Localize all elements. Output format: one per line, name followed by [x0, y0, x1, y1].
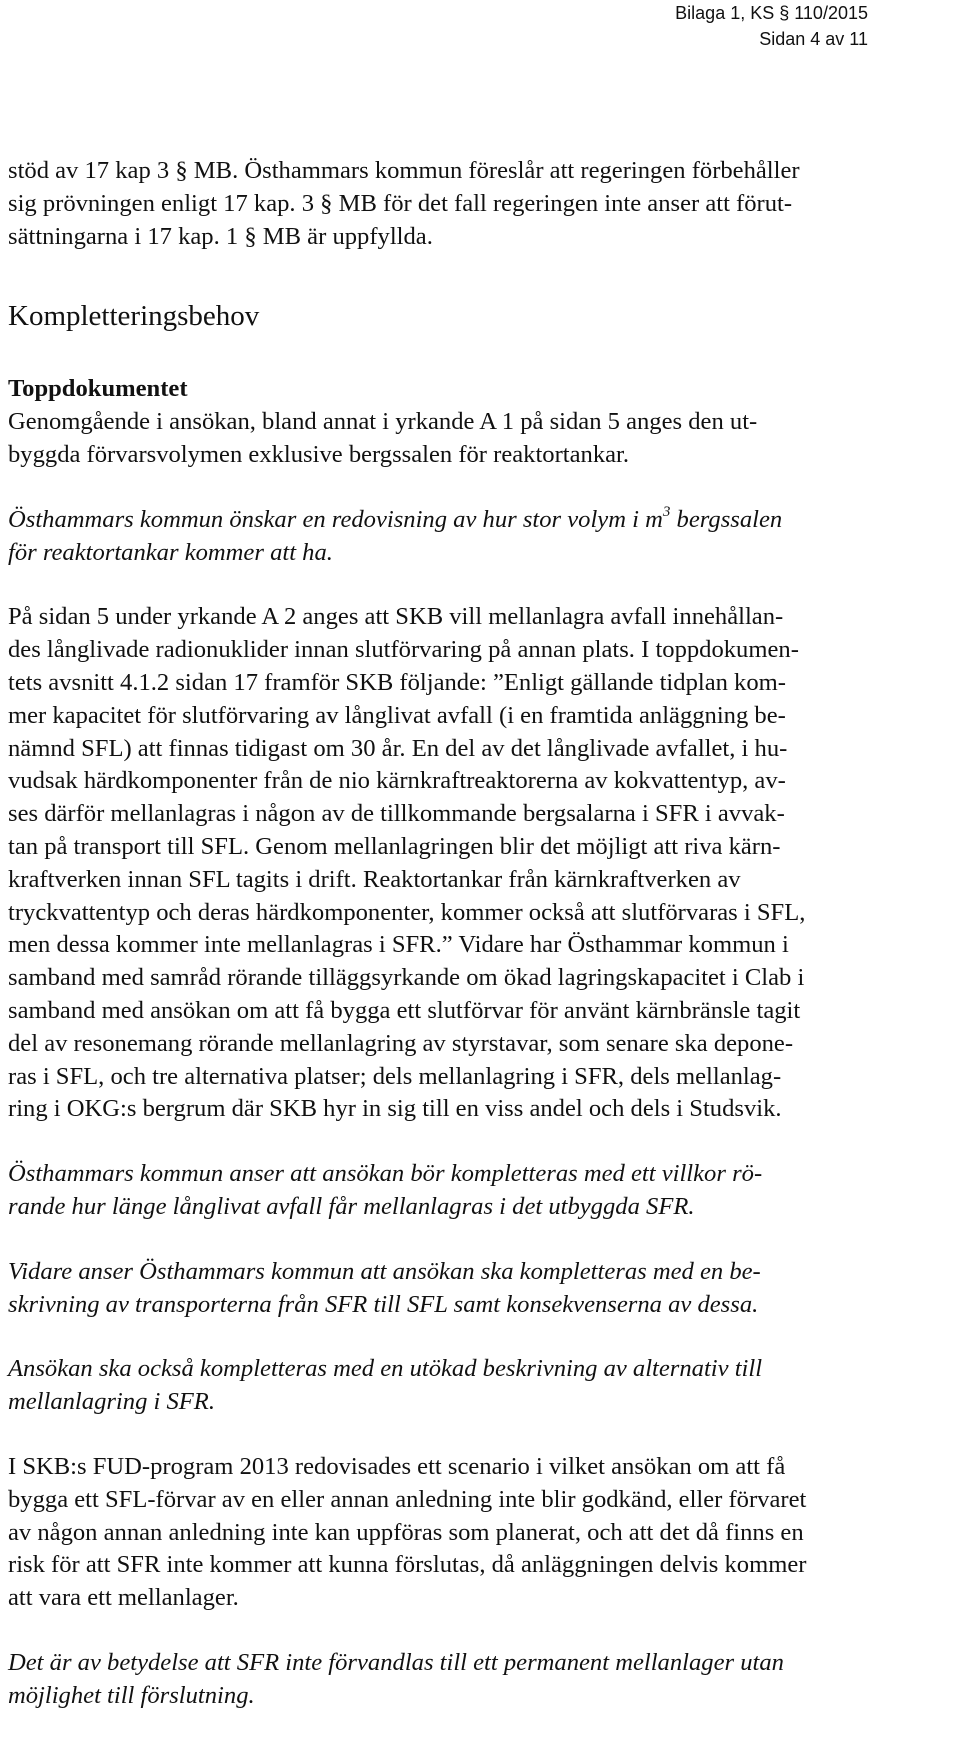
paragraph-line: men dessa kommer inte mellanlagras i SFR.” Vidare har Östhammar kommun i — [8, 931, 789, 959]
request-line: för reaktortankar kommer att ha. — [8, 538, 333, 566]
request-line: möjlighet till förslutning. — [8, 1681, 255, 1709]
request-line: Östhammars kommun önskar en redovisning av hur stor volym i m — [8, 505, 663, 533]
superscript-exponent: 3 — [662, 503, 671, 520]
intro-line: stöd av 17 kap 3 § MB. Östhammars kommun föreslår att regeringen förbehåller — [8, 157, 800, 184]
paragraph-line: tets avsnitt 4.1.2 sidan 17 framför SKB följande: ”Enligt gällande tidplan kom- — [8, 668, 786, 696]
page-header — [675, 0, 868, 52]
request-line: mellanlagring i SFR. — [8, 1388, 215, 1416]
paragraph-line: På sidan 5 under yrkande A 2 anges att SKB vill mellanlagra avfall innehållan- — [8, 603, 784, 631]
paragraph-line: att vara ett mellanlager. — [8, 1584, 239, 1612]
paragraph-line: des långlivade radionuklider innan slutförvaring på annan plats. I toppdokumen- — [8, 636, 799, 664]
paragraph-line: samband med samråd rörande tilläggsyrkande om ökad lagringskapacitet i Clab i — [8, 964, 805, 992]
intro-paragraph — [8, 155, 948, 253]
paragraph-line: samband med ansökan om att få bygga ett slutförvar för använt kärnbränsle tagit — [8, 996, 801, 1024]
request-line: skrivning av transporterna från SFR till SFL samt konsekvenserna av dessa. — [8, 1290, 759, 1318]
paragraph-line: ras i SFL, och tre alternativa platser; dels mellanlagring i SFR, dels mellanlag- — [8, 1062, 782, 1090]
intro-line: sig prövningen enligt 17 kap. 3 § MB för det fall regeringen inte anser att förut- — [8, 189, 793, 217]
paragraph-3 — [8, 1451, 948, 1615]
paragraph-line: bygga ett SFL-förvar av en eller annan anledning inte blir godkänd, eller förvaret — [8, 1485, 807, 1513]
paragraph-line: byggda förvarsvolymen exklusive bergssalen för reaktortankar. — [8, 440, 630, 468]
paragraph-line: vudsak härdkomponenter från de nio kärnkraftreaktorerna av kokvattentyp, av- — [8, 767, 786, 795]
request-line: bergssalen — [670, 505, 783, 533]
request-alternatives — [8, 1353, 948, 1419]
document-body — [8, 155, 948, 1712]
request-line: Östhammars kommun anser att ansökan bör kompletteras med ett villkor rö- — [8, 1160, 763, 1188]
paragraph-line: kraftverken innan SFL tagits i drift. Reaktortankar från kärnkraftverken av — [8, 865, 741, 893]
paragraph-line: Genomgående i ansökan, bland annat i yrkande A 1 på sidan 5 anges den ut- — [8, 408, 758, 436]
paragraph-line: mer kapacitet för slutförvaring av långlivat avfall (i en framtida anläggning be- — [8, 701, 786, 729]
paragraph-line: del av resonemang rörande mellanlagring av styrstavar, som senare ska depone- — [8, 1029, 794, 1057]
header-appendix-ref: Bilaga 1, KS § 110/2015 — [675, 3, 868, 23]
section-heading: Kompletteringsbehov — [8, 300, 260, 333]
request-line: rande hur länge långlivat avfall får mellanlagras i det utbyggda SFR. — [8, 1192, 695, 1220]
header-page-number: Sidan 4 av 11 — [759, 29, 868, 49]
request-closure — [8, 1647, 948, 1713]
request-line: Vidare anser Östhammars kommun att ansökan ska kompletteras med en be- — [8, 1257, 761, 1285]
paragraph-line: nämnd SFL) att finnas tidigast om 30 år. En del av det långlivade avfallet, i hu- — [8, 734, 788, 762]
subsection-heading: Toppdokumentet — [8, 375, 188, 403]
request-transport — [8, 1256, 948, 1322]
paragraph-line: tan på transport till SFL. Genom mellanlagringen blir det möjligt att riva kärn- — [8, 832, 781, 860]
paragraph-line: tryckvattentyp och deras härdkomponenter, kommer också att slutförvaras i SFL, — [8, 898, 806, 926]
paragraph-line: ring i OKG:s bergrum där SKB hyr in sig till en viss andel och dels i Studsvik. — [8, 1095, 782, 1123]
paragraph-line: I SKB:s FUD-program 2013 redovisades ett scenario i vilket ansökan om att få — [8, 1452, 786, 1480]
paragraph-line: av någon annan anledning inte kan uppföras som planerat, och att det då finns en — [8, 1518, 804, 1546]
paragraph-line: ses därför mellanlagras i någon av de tillkommande bergsalarna i SFR i avvak- — [8, 800, 785, 828]
request-volume — [8, 504, 948, 570]
request-line: Ansökan ska också kompletteras med en utökad beskrivning av alternativ till — [8, 1355, 763, 1383]
request-line: Det är av betydelse att SFR inte förvandlas till ett permanent mellanlager utan — [8, 1648, 784, 1676]
paragraph-line: risk för att SFR inte kommer att kunna förslutas, då anläggningen delvis kommer — [8, 1551, 807, 1579]
paragraph-1 — [8, 406, 948, 472]
paragraph-2 — [8, 601, 948, 1126]
intro-line: sättningarna i 17 kap. 1 § MB är uppfyllda. — [8, 222, 433, 250]
request-condition — [8, 1158, 948, 1224]
